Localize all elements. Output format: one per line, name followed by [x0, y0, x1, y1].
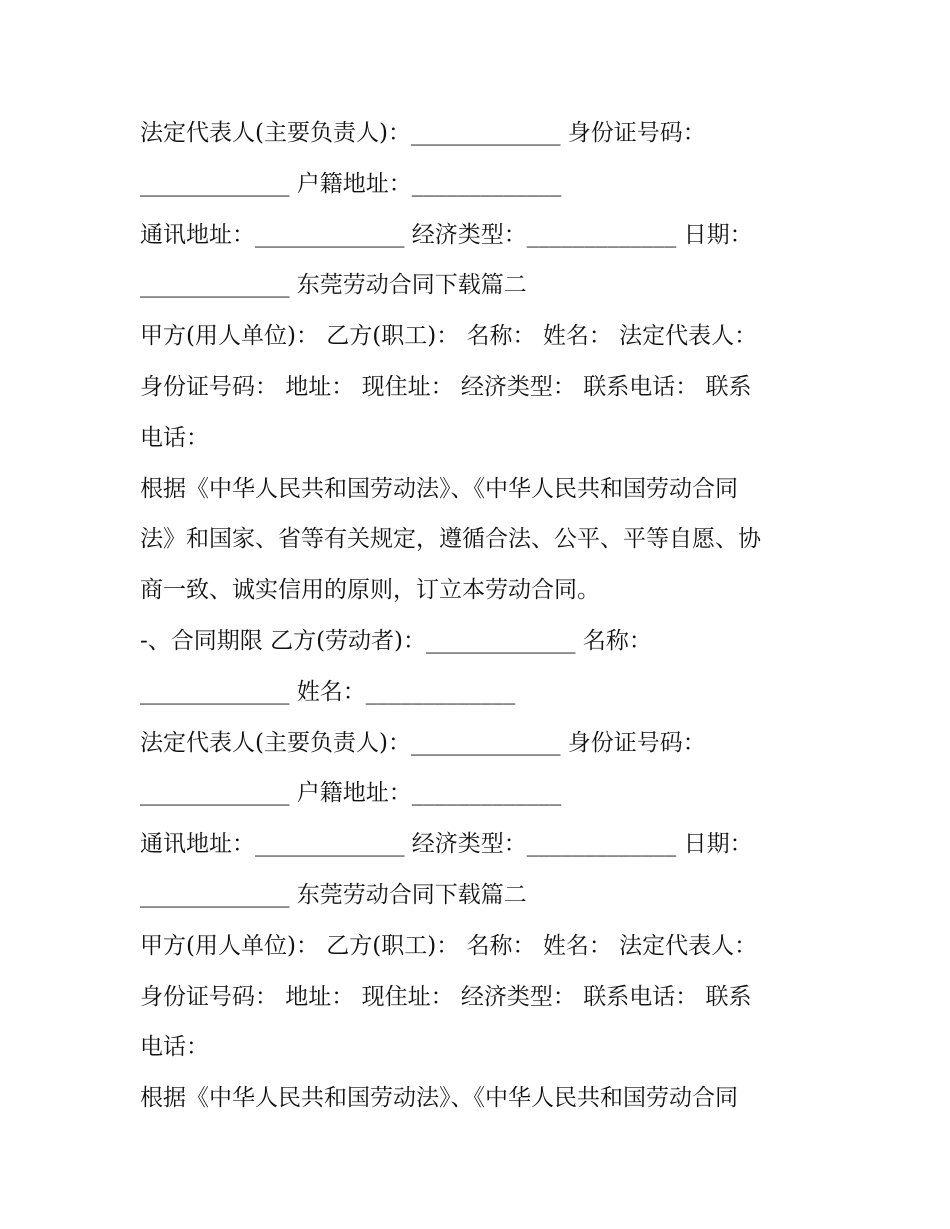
text-line: 通讯地址：_____________ 经济类型：_____________ 日期： — [140, 831, 753, 858]
text-line: 根据《中华人民共和国劳动法》、《中华人民共和国劳动合同 — [140, 475, 738, 502]
text-line: 法定代表人(主要负责人)：_____________ 身份证号码： — [140, 729, 706, 756]
text-line: 商一致、诚实信用的原则，订立本劳动合同。 — [140, 577, 600, 604]
text-line: _____________ 东莞劳动合同下载篇二 — [140, 272, 527, 299]
text-line: 甲方(用人单位)： 乙方(职工)： 名称： 姓名： 法定代表人： — [140, 932, 758, 959]
text-line: 身份证号码： 地址： 现住址： 经济类型： 联系电话： 联系 — [140, 373, 752, 400]
text-line: 通讯地址：_____________ 经济类型：_____________ 日期： — [140, 221, 753, 248]
text-line: 法定代表人(主要负责人)：_____________ 身份证号码： — [140, 120, 706, 146]
text-line: 身份证号码： 地址： 现住址： 经济类型： 联系电话： 联系 — [140, 983, 752, 1010]
text-line: 甲方(用人单位)： 乙方(职工)： 名称： 姓名： 法定代表人： — [140, 323, 758, 350]
text-line: _____________ 户籍地址：_____________ — [140, 780, 562, 807]
text-line: 法》和国家、省等有关规定，遵循合法、公平、平等自愿、协 — [140, 526, 761, 553]
text-line: 根据《中华人民共和国劳动法》、《中华人民共和国劳动合同 — [140, 1085, 738, 1112]
document-body — [140, 108, 820, 1124]
text-line: _____________ 户籍地址：_____________ — [140, 170, 562, 197]
text-line: 电话： — [140, 424, 209, 451]
text-line: _____________ 姓名：_____________ — [140, 678, 516, 705]
text-line: _____________ 东莞劳动合同下载篇二 — [140, 881, 527, 908]
text-line: -、合同期限 乙方(劳动者)：_____________ 名称： — [140, 627, 652, 654]
text-line: 电话： — [140, 1034, 209, 1061]
